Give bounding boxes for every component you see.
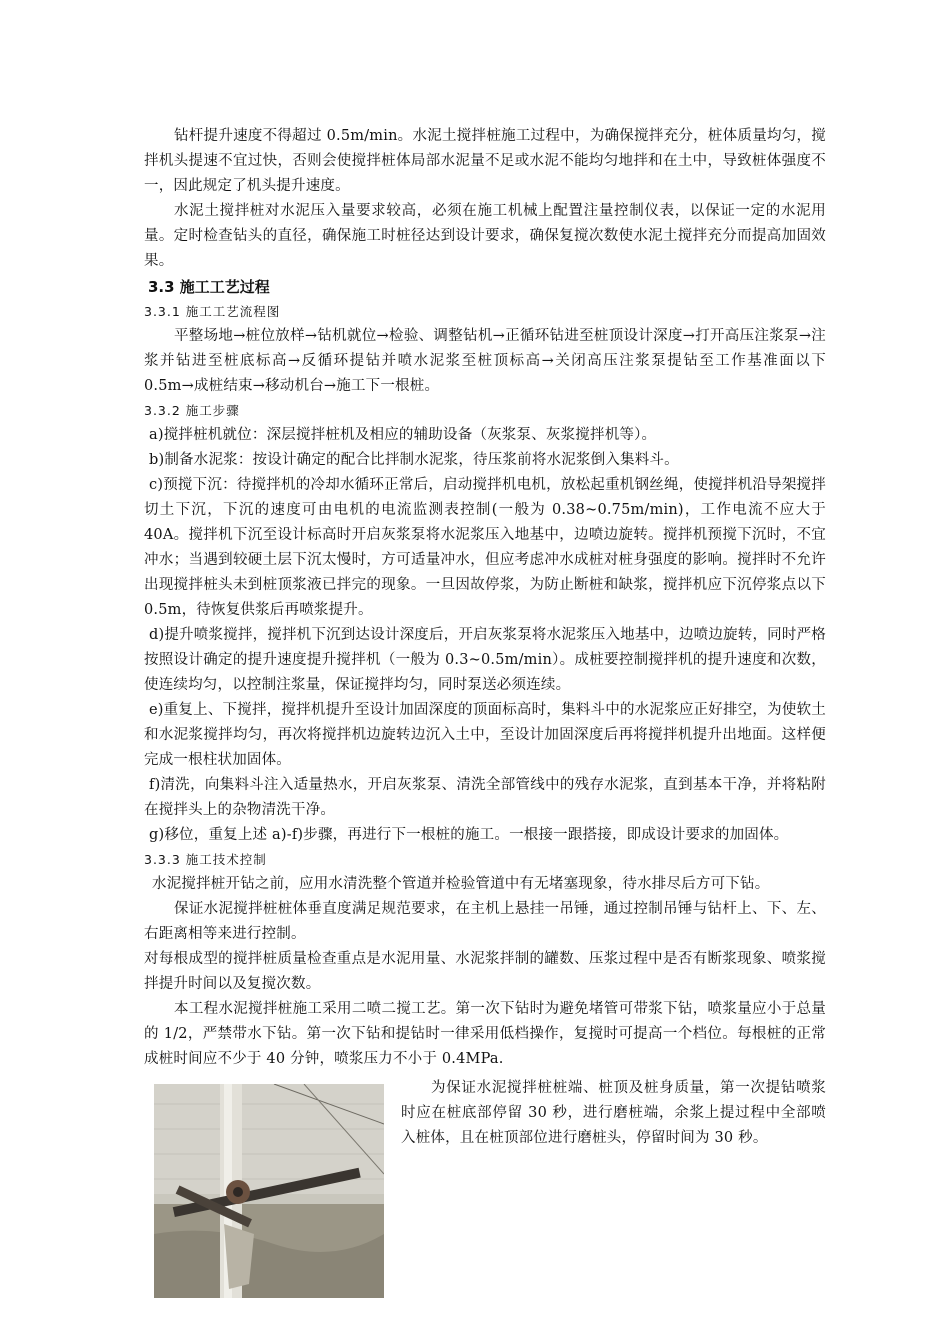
step-a: a)搅拌桩机就位：深层搅拌桩机及相应的辅助设备（灰浆泵、灰浆搅拌机等）。 (149, 427, 657, 443)
step-e: e)重复上、下搅拌，搅拌机提升至设计加固深度的顶面标高时，集料斗中的水泥浆应正好排空，为使软土和水泥浆搅拌均匀，再次将搅拌机边旋转边沉入土中，至设计加固深度后再将搅拌机提升出地面。这样便完成一根柱状加固体。 (144, 702, 826, 768)
paragraph-process-flow: 平整场地→桩位放样→钻机就位→检验、调整钻机→正循环钻进至桩顶设计深度→打开高压注浆泵→注浆并钻进至桩底标高→反循环提钻并喷水泥浆至桩顶标高→关闭高压注浆泵提钻至工作基准面以下 0.5m→成桩结束→移动机台→施工下一根桩。 (144, 328, 826, 394)
photo-with-caption-block (144, 1076, 826, 1301)
paragraph-lift-speed: 钻杆提升速度不得超过 0.5m/min。水泥土搅拌桩施工过程中，为确保搅拌充分，桩体质量均匀，搅拌机头提速不宜过快，否则会使搅拌桩体局部水泥量不足或水泥不能均匀地拌和在土中，导致桩体强度不一，因此规定了机头提升速度。 (144, 128, 826, 194)
section-heading-3-3-3: 3.3.3 施工技术控制 (144, 852, 267, 867)
step-b: b)制备水泥浆：按设计确定的配合比拌制水泥浆，待压浆前将水泥浆倒入集料斗。 (149, 452, 679, 468)
section-heading-3-3-2: 3.3.2 施工步骤 (144, 403, 240, 418)
document-body (144, 124, 826, 1301)
paragraph-control-process: 本工程水泥搅拌桩施工采用二喷二搅工艺。第一次下钻时为避免堵管可带浆下钻，喷浆量应小于总量的 1/2，严禁带水下钻。第一次下钻和提钻时一律采用低档操作，复搅时可提高一个档位。每根桩的正常成桩时间应不少于 40 分钟，喷浆压力不小于 0.4MPa. (144, 1001, 826, 1067)
paragraph-control-grinding: 为保证水泥搅拌桩桩端、桩顶及桩身质量，第一次提钻喷浆时应在桩底部停留 30 秒，进行磨桩端，余浆上提过程中全部喷入桩体，且在桩顶部位进行磨桩头，停留时间为 30 秒。 (401, 1080, 826, 1146)
step-c: c)预搅下沉：待搅拌机的冷却水循环正常后，启动搅拌机电机，放松起重机钢丝绳，使搅拌机沿导架搅拌切土下沉，下沉的速度可由电机的电流监测表控制(一般为 0.38~0.75m/min)，工作电流不应大于 40A。搅拌机下沉至设计标高时开启灰浆泵将水泥浆压入地基中，边喷边旋转。搅拌机预搅下沉时，不宜冲水；当遇到较硬土层下沉太慢时，方可适量冲水，但应考虑冲水成桩对桩身强度的影响。搅拌时不允许出现搅拌桩头未到桩顶浆液已拌完的现象。一旦因故停浆，为防止断桩和缺浆，搅拌机应下沉停浆点以下 0.5m，待恢复供浆后再喷浆提升。 (144, 477, 826, 618)
photo-side-text (401, 1076, 826, 1151)
section-heading-3-3: 3.3 施工工艺过程 (148, 278, 270, 296)
step-f: f)清洗，向集料斗注入适量热水，开启灰浆泵、清洗全部管线中的残存水泥浆，直到基本干净，并将粘附在搅拌头上的杂物清洗干净。 (144, 777, 826, 818)
step-d: d)提升喷浆搅拌，搅拌机下沉到达设计深度后，开启灰浆泵将水泥浆压入地基中，边喷边旋转，同时严格按照设计确定的提升速度提升搅拌机（一般为 0.3~0.5m/min）。成桩要控制搅拌机的提升速度和次数，使连续均匀，以控制注浆量，保证搅拌均匀，同时泵送必须连续。 (144, 627, 826, 693)
paragraph-control-inspection: 对每根成型的搅拌桩质量检查重点是水泥用量、水泥浆拌制的罐数、压浆过程中是否有断浆现象、喷浆搅拌提升时间以及复搅次数。 (144, 951, 826, 992)
paragraph-control-vertical: 保证水泥搅拌桩桩体垂直度满足规范要求，在主机上悬挂一吊锤，通过控制吊锤与钻杆上、下、左、右距离相等来进行控制。 (144, 901, 826, 942)
construction-photo (154, 1084, 384, 1298)
paragraph-cement-volume: 水泥土搅拌桩对水泥压入量要求较高，必须在施工机械上配置注量控制仪表，以保证一定的水泥用量。定时检查钻头的直径，确保施工时桩径达到设计要求，确保复搅次数使水泥土搅拌充分而提高加固效果。 (144, 203, 826, 269)
paragraph-control-flush: 水泥搅拌桩开钻之前，应用水清洗整个管道并检验管道中有无堵塞现象，待水排尽后方可下钻。 (152, 876, 770, 892)
section-heading-3-3-1: 3.3.1 施工工艺流程图 (144, 304, 281, 319)
step-g: g)移位，重复上述 a)-f)步骤，再进行下一根桩的施工。一根接一跟搭接，即成设计要求的加固体。 (149, 827, 789, 843)
